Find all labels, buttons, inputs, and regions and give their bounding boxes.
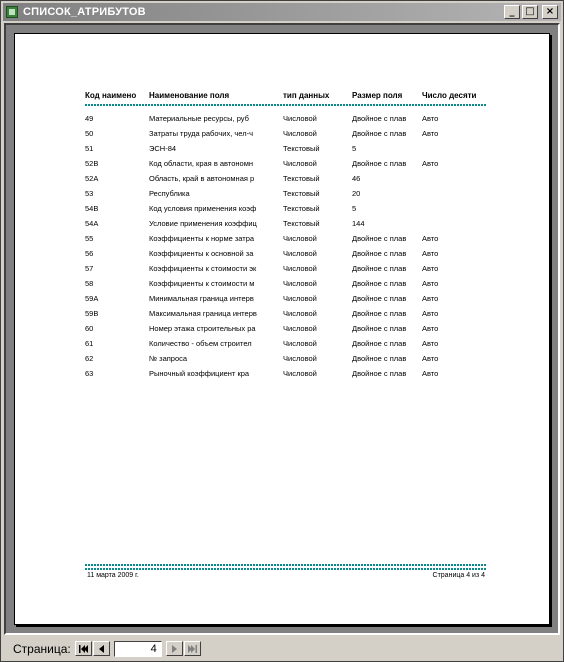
cell-field-name: Коэффициенты к норме затра <box>149 234 255 243</box>
cell-decimals: Авто <box>422 294 439 303</box>
cell-data-type: Числовой <box>283 159 317 168</box>
cell-data-type: Числовой <box>283 354 317 363</box>
cell-code: 60 <box>85 324 94 333</box>
cell-decimals: Авто <box>422 264 439 273</box>
cell-field-name: Коэффициенты к стоимости м <box>149 279 255 288</box>
cell-code: 56 <box>85 249 94 258</box>
table-row <box>85 114 487 129</box>
cell-code: 59А <box>85 294 99 303</box>
window-controls <box>504 5 558 19</box>
table-row <box>85 294 487 309</box>
cell-field-size: 20 <box>352 189 361 198</box>
previous-page-button[interactable] <box>93 641 110 656</box>
cell-field-size: Двойное с плав <box>352 114 407 123</box>
report-icon <box>6 6 18 18</box>
table-row <box>85 129 487 144</box>
cell-data-type: Текстовый <box>283 174 320 183</box>
cell-decimals: Авто <box>422 279 439 288</box>
preview-area[interactable] <box>4 23 560 635</box>
cell-data-type: Числовой <box>283 339 317 348</box>
page-number-input[interactable]: 4 <box>114 641 162 657</box>
cell-field-name: ЭСН-84 <box>149 144 177 153</box>
cell-field-name: Коэффициенты к основной за <box>149 249 254 258</box>
cell-code: 61 <box>85 339 94 348</box>
cell-field-size: Двойное с плав <box>352 339 407 348</box>
cell-code: 58 <box>85 279 94 288</box>
cell-code: 57 <box>85 264 94 273</box>
table-row <box>85 174 487 189</box>
column-header-field-name: Наименование поля <box>149 91 230 100</box>
cell-decimals: Авто <box>422 129 439 138</box>
cell-data-type: Числовой <box>283 234 317 243</box>
cell-field-name: Количество - объем строител <box>149 339 252 348</box>
cell-field-size: Двойное с плав <box>352 279 407 288</box>
table-row <box>85 264 487 279</box>
report-date: 11 марта 2009 г. <box>87 572 139 579</box>
cell-field-name: Код области, края в автономн <box>149 159 254 168</box>
cell-code: 59В <box>85 309 99 318</box>
cell-field-size: Двойное с плав <box>352 309 407 318</box>
table-row <box>85 219 487 234</box>
cell-data-type: Числовой <box>283 264 317 273</box>
cell-field-size: Двойное с плав <box>352 369 407 378</box>
cell-field-name: Коэффициенты к стоимости эк <box>149 264 257 273</box>
previous-page-icon <box>99 645 104 653</box>
cell-code: 63 <box>85 369 94 378</box>
table-row <box>85 159 487 174</box>
cell-code: 52В <box>85 159 99 168</box>
page-number-text: Страница 4 из 4 <box>432 572 485 579</box>
navigation-bar <box>4 638 560 659</box>
footer-divider <box>85 564 487 566</box>
table-row <box>85 249 487 264</box>
cell-code: 54В <box>85 204 99 213</box>
cell-field-size: 5 <box>352 204 357 213</box>
column-header-code: Код наимено <box>85 91 137 100</box>
cell-field-size: Двойное с плав <box>352 159 407 168</box>
cell-data-type: Числовой <box>283 369 317 378</box>
cell-decimals: Авто <box>422 369 439 378</box>
cell-decimals: Авто <box>422 234 439 243</box>
cell-field-size: Двойное с плав <box>352 129 407 138</box>
table-row <box>85 234 487 249</box>
cell-field-size: Двойное с плав <box>352 264 407 273</box>
cell-data-type: Числовой <box>283 249 317 258</box>
cell-decimals: Авто <box>422 249 439 258</box>
table-row <box>85 309 487 324</box>
table-row <box>85 324 487 339</box>
cell-data-type: Числовой <box>283 324 317 333</box>
last-page-button[interactable] <box>184 641 201 656</box>
table-row <box>85 189 487 204</box>
window-title: СПИСОК_АТРИБУТОВ <box>23 6 146 18</box>
cell-code: 52А <box>85 174 99 183</box>
page-label: Страница: <box>13 641 71 656</box>
cell-data-type: Текстовый <box>283 144 320 153</box>
table-row <box>85 144 487 159</box>
footer-divider-second <box>85 568 487 570</box>
cell-decimals: Авто <box>422 159 439 168</box>
table-body <box>85 114 487 384</box>
cell-field-name: Максимальная граница интерв <box>149 309 257 318</box>
cell-data-type: Числовой <box>283 114 317 123</box>
cell-field-name: Номер этажа строительных ра <box>149 324 256 333</box>
cell-decimals: Авто <box>422 309 439 318</box>
table-row <box>85 279 487 294</box>
first-page-icon <box>79 645 88 653</box>
cell-field-name: Область, край в автономная р <box>149 174 255 183</box>
column-header-field-size: Размер поля <box>352 91 403 100</box>
cell-field-size: Двойное с плав <box>352 294 407 303</box>
cell-field-name: Материальные ресурсы, руб <box>149 114 249 123</box>
cell-data-type: Текстовый <box>283 204 320 213</box>
cell-data-type: Текстовый <box>283 189 320 198</box>
cell-data-type: Числовой <box>283 294 317 303</box>
minimize-button[interactable]: _ <box>504 5 520 19</box>
cell-code: 54А <box>85 219 99 228</box>
table-row <box>85 339 487 354</box>
cell-field-name: № запроса <box>149 354 188 363</box>
cell-data-type: Текстовый <box>283 219 320 228</box>
cell-data-type: Числовой <box>283 129 317 138</box>
cell-field-name: Республика <box>149 189 190 198</box>
cell-code: 62 <box>85 354 94 363</box>
table-row <box>85 369 487 384</box>
cell-code: 50 <box>85 129 94 138</box>
cell-field-size: Двойное с плав <box>352 234 407 243</box>
header-divider <box>85 104 487 106</box>
cell-decimals: Авто <box>422 339 439 348</box>
cell-data-type: Числовой <box>283 309 317 318</box>
maximize-button[interactable]: □ <box>522 5 538 19</box>
table-row <box>85 354 487 369</box>
report-page <box>14 33 550 625</box>
column-header-decimals: Число десяти <box>422 91 477 100</box>
table-row <box>85 204 487 219</box>
cell-field-size: Двойное с плав <box>352 354 407 363</box>
table-header <box>85 91 485 105</box>
first-page-button[interactable] <box>75 641 92 656</box>
cell-decimals: Авто <box>422 324 439 333</box>
cell-field-size: 5 <box>352 144 357 153</box>
next-page-button[interactable] <box>166 641 183 656</box>
cell-field-size: Двойное с плав <box>352 249 407 258</box>
cell-field-name: Рыночный коэффициент кра <box>149 369 250 378</box>
close-button[interactable]: × <box>542 5 558 19</box>
cell-decimals: Авто <box>422 354 439 363</box>
cell-field-size: Двойное с плав <box>352 324 407 333</box>
column-header-data-type: тип данных <box>283 91 330 100</box>
cell-field-size: 46 <box>352 174 361 183</box>
cell-code: 55 <box>85 234 94 243</box>
cell-field-name: Затраты труда рабочих, чел-ч <box>149 129 253 138</box>
cell-decimals: Авто <box>422 114 439 123</box>
last-page-icon <box>188 645 197 653</box>
cell-code: 51 <box>85 144 94 153</box>
cell-field-name: Условие применения коэффиц <box>149 219 257 228</box>
cell-field-name: Минимальная граница интерв <box>149 294 254 303</box>
cell-code: 49 <box>85 114 94 123</box>
cell-field-name: Код условия применения коэф <box>149 204 257 213</box>
title-bar[interactable] <box>3 3 561 21</box>
cell-code: 53 <box>85 189 94 198</box>
cell-data-type: Числовой <box>283 279 317 288</box>
next-page-icon <box>172 645 177 653</box>
cell-field-size: 144 <box>352 219 365 228</box>
